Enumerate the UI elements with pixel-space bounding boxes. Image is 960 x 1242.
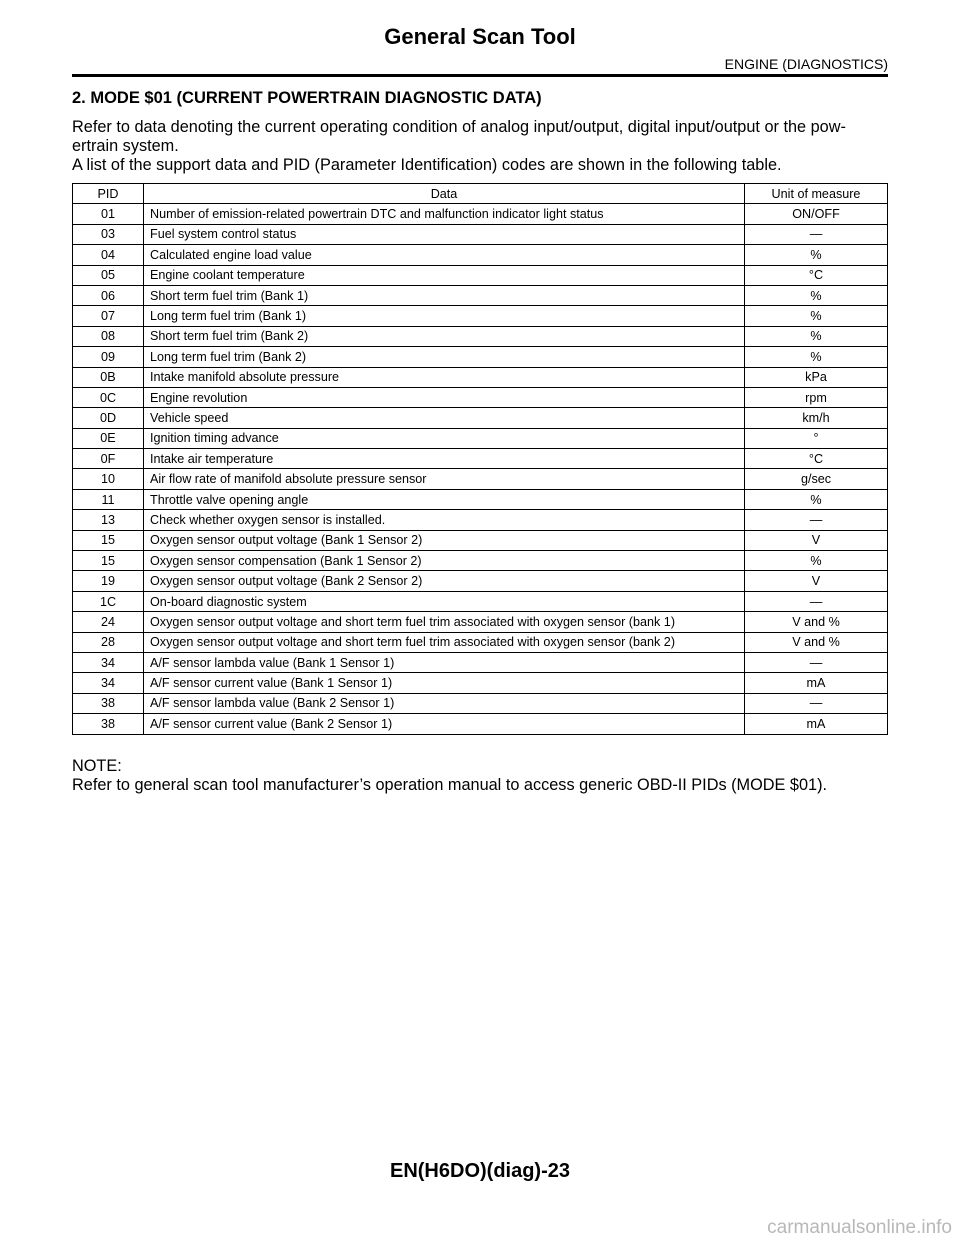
data-cell: On-board diagnostic system xyxy=(144,591,745,611)
data-cell: Short term fuel trim (Bank 1) xyxy=(144,285,745,305)
table-row xyxy=(73,367,888,387)
pid-table xyxy=(72,183,888,735)
unit-cell: mA xyxy=(745,714,888,734)
note-block xyxy=(72,757,902,795)
unit-cell: % xyxy=(745,306,888,326)
unit-cell: rpm xyxy=(745,387,888,407)
unit-cell: km/h xyxy=(745,408,888,428)
unit-cell: °C xyxy=(745,449,888,469)
unit-cell: — xyxy=(745,224,888,244)
header-divider xyxy=(72,74,888,77)
page-title: General Scan Tool xyxy=(384,24,576,49)
unit-cell: V and % xyxy=(745,632,888,652)
pid-cell: 15 xyxy=(73,530,144,550)
pid-cell: 38 xyxy=(73,714,144,734)
pid-cell: 01 xyxy=(73,204,144,224)
table-row xyxy=(73,612,888,632)
table-row xyxy=(73,326,888,346)
table-row xyxy=(73,428,888,448)
table-body xyxy=(73,204,888,734)
data-cell: Short term fuel trim (Bank 2) xyxy=(144,326,745,346)
table-row xyxy=(73,714,888,734)
table-row xyxy=(73,265,888,285)
table-row xyxy=(73,224,888,244)
watermark: carmanualsonline.info xyxy=(767,1217,952,1238)
unit-cell: V and % xyxy=(745,612,888,632)
unit-cell: % xyxy=(745,551,888,571)
data-cell: Check whether oxygen sensor is installed. xyxy=(144,510,745,530)
pid-cell: 09 xyxy=(73,347,144,367)
table-row xyxy=(73,285,888,305)
table-row xyxy=(73,571,888,591)
unit-cell: °C xyxy=(745,265,888,285)
unit-cell: % xyxy=(745,245,888,265)
data-cell: A/F sensor current value (Bank 1 Sensor 1) xyxy=(144,673,745,693)
unit-cell: % xyxy=(745,285,888,305)
data-cell: Oxygen sensor output voltage and short term fuel trim associated with oxygen sensor (bank 1) xyxy=(144,612,745,632)
unit-cell: kPa xyxy=(745,367,888,387)
header-data: Data xyxy=(144,184,745,204)
data-cell: Oxygen sensor output voltage and short term fuel trim associated with oxygen sensor (bank 2) xyxy=(144,632,745,652)
table-row xyxy=(73,510,888,530)
data-cell: Calculated engine load value xyxy=(144,245,745,265)
pid-cell: 19 xyxy=(73,571,144,591)
table-row xyxy=(73,469,888,489)
table-row xyxy=(73,245,888,265)
pid-cell: 0D xyxy=(73,408,144,428)
table-row xyxy=(73,693,888,713)
pid-cell: 03 xyxy=(73,224,144,244)
unit-cell: ON/OFF xyxy=(745,204,888,224)
pid-cell: 15 xyxy=(73,551,144,571)
table-row xyxy=(73,673,888,693)
data-cell: Intake air temperature xyxy=(144,449,745,469)
pid-cell: 08 xyxy=(73,326,144,346)
pid-cell: 05 xyxy=(73,265,144,285)
data-cell: Long term fuel trim (Bank 2) xyxy=(144,347,745,367)
table-row xyxy=(73,387,888,407)
table-row xyxy=(73,632,888,652)
data-cell: A/F sensor current value (Bank 2 Sensor 1) xyxy=(144,714,745,734)
pid-cell: 28 xyxy=(73,632,144,652)
unit-cell: % xyxy=(745,489,888,509)
pid-cell: 06 xyxy=(73,285,144,305)
unit-cell: ° xyxy=(745,428,888,448)
table-row xyxy=(73,306,888,326)
table-row xyxy=(73,489,888,509)
page-number: EN(H6DO)(diag)-23 xyxy=(389,1160,570,1182)
pid-cell: 07 xyxy=(73,306,144,326)
data-cell: Engine revolution xyxy=(144,387,745,407)
data-cell: A/F sensor lambda value (Bank 2 Sensor 1) xyxy=(144,693,745,713)
table-row xyxy=(73,204,888,224)
pid-cell: 38 xyxy=(73,693,144,713)
data-cell: A/F sensor lambda value (Bank 1 Sensor 1) xyxy=(144,652,745,672)
pid-cell: 0E xyxy=(73,428,144,448)
pid-cell: 34 xyxy=(73,652,144,672)
table-row xyxy=(73,652,888,672)
section-label: ENGINE (DIAGNOSTICS) xyxy=(724,56,888,72)
data-cell: Oxygen sensor output voltage (Bank 1 Sensor 2) xyxy=(144,530,745,550)
intro-text xyxy=(72,118,892,175)
table-row xyxy=(73,347,888,367)
data-cell: Ignition timing advance xyxy=(144,428,745,448)
table-row xyxy=(73,408,888,428)
pid-cell: 10 xyxy=(73,469,144,489)
header-unit: Unit of measure xyxy=(745,184,888,204)
unit-cell: g/sec xyxy=(745,469,888,489)
pid-cell: 0B xyxy=(73,367,144,387)
table-row xyxy=(73,530,888,550)
note-label: NOTE: xyxy=(72,757,122,775)
unit-cell: — xyxy=(745,591,888,611)
header-pid: PID xyxy=(73,184,144,204)
data-cell: Throttle valve opening angle xyxy=(144,489,745,509)
data-cell: Fuel system control status xyxy=(144,224,745,244)
data-cell: Oxygen sensor output voltage (Bank 2 Sensor 2) xyxy=(144,571,745,591)
table-header-row xyxy=(73,184,888,204)
intro-paragraph-1: Refer to data denoting the current operating condition of analog input/output, digital input/output or the pow- ertrain system. xyxy=(72,118,846,155)
table-row xyxy=(73,551,888,571)
table-row xyxy=(73,591,888,611)
pid-cell: 11 xyxy=(73,489,144,509)
pid-cell: 04 xyxy=(73,245,144,265)
data-cell: Engine coolant temperature xyxy=(144,265,745,285)
pid-cell: 24 xyxy=(73,612,144,632)
unit-cell: % xyxy=(745,326,888,346)
pid-cell: 0F xyxy=(73,449,144,469)
unit-cell: — xyxy=(745,510,888,530)
unit-cell: V xyxy=(745,571,888,591)
data-cell: Number of emission-related powertrain DTC and malfunction indicator light status xyxy=(144,204,745,224)
unit-cell: V xyxy=(745,530,888,550)
pid-cell: 0C xyxy=(73,387,144,407)
data-cell: Intake manifold absolute pressure xyxy=(144,367,745,387)
pid-cell: 13 xyxy=(73,510,144,530)
data-cell: Vehicle speed xyxy=(144,408,745,428)
unit-cell: mA xyxy=(745,673,888,693)
table-row xyxy=(73,449,888,469)
unit-cell: % xyxy=(745,347,888,367)
data-cell: Air flow rate of manifold absolute pressure sensor xyxy=(144,469,745,489)
pid-cell: 34 xyxy=(73,673,144,693)
section-heading: 2. MODE $01 (CURRENT POWERTRAIN DIAGNOSTIC DATA) xyxy=(72,89,542,107)
note-text: Refer to general scan tool manufacturer’s operation manual to access generic OBD-II PIDs (MODE $01). xyxy=(72,776,828,794)
data-cell: Oxygen sensor compensation (Bank 1 Sensor 2) xyxy=(144,551,745,571)
pid-cell: 1C xyxy=(73,591,144,611)
unit-cell: — xyxy=(745,652,888,672)
unit-cell: — xyxy=(745,693,888,713)
intro-paragraph-2: A list of the support data and PID (Parameter Identification) codes are shown in the following table. xyxy=(72,156,782,174)
data-cell: Long term fuel trim (Bank 1) xyxy=(144,306,745,326)
